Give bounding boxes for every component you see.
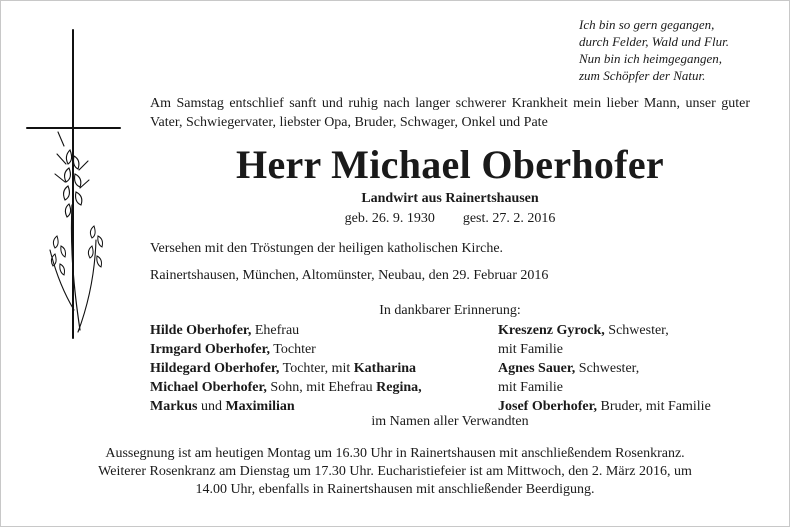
service-line: Aussegnung ist am heutigen Montag um 16.30 Uhr in Rainertshausen mit anschließendem Rosenkranz. — [105, 446, 685, 461]
mourner-name: Hilde Oberhofer, — [150, 323, 252, 338]
mourner-row — [150, 321, 490, 340]
mourner-row — [498, 321, 758, 340]
mourner-relation: und — [197, 399, 226, 414]
poem-line: zum Schöpfer der Natur. — [579, 68, 706, 83]
mourner-relation: Schwester, — [575, 361, 640, 376]
mourner-row — [150, 378, 490, 397]
mourner-relation: Ehefrau — [251, 323, 300, 338]
poem-line: Ich bin so gern gegangen, — [579, 17, 715, 32]
poem-line: durch Felder, Wald und Flur. — [579, 34, 729, 49]
place-date-line: Rainertshausen, München, Altomünster, Neubau, den 29. Februar 2016 — [150, 268, 549, 283]
deceased-name: Herr Michael Oberhofer — [236, 142, 664, 187]
mourner-name: Michael Oberhofer, — [150, 380, 267, 395]
gratitude-heading: In dankbarer Erinnerung: — [379, 303, 521, 318]
service-line: 14.00 Uhr, ebenfalls in Rainertshausen mit anschließender Beerdigung. — [195, 482, 595, 497]
poem — [579, 16, 779, 84]
mourner-relation: Tochter — [270, 342, 316, 357]
mourner-relation: mit Familie — [498, 342, 563, 357]
mourner-name: Markus — [150, 399, 198, 414]
mourner-name: Josef Oberhofer, — [498, 399, 598, 414]
mourner-name: Maximilian — [225, 399, 295, 414]
service-announcement — [30, 445, 760, 499]
mourners-left-column — [150, 321, 490, 416]
mourner-row — [498, 378, 758, 397]
deceased-occupation: Landwirt aus Rainertshausen — [361, 191, 539, 206]
mourner-row — [150, 359, 490, 378]
mourner-relation: mit Familie — [498, 380, 563, 395]
mourner-name: Irmgard Oberhofer, — [150, 342, 271, 357]
cross-wheat-icon — [0, 0, 140, 400]
mourner-row — [498, 340, 758, 359]
mourner-name: Hildegard Oberhofer, — [150, 361, 280, 376]
death-date: gest. 27. 2. 2016 — [462, 211, 556, 226]
mourner-name: Regina, — [376, 380, 422, 395]
birth-date: geb. 26. 9. 1930 — [344, 211, 435, 226]
mourner-row — [150, 340, 490, 359]
relatives-line: im Namen aller Verwandten — [371, 414, 529, 429]
poem-line: Nun bin ich heimgegangen, — [579, 51, 722, 66]
life-dates — [150, 209, 750, 228]
mourner-relation: Schwester, — [604, 323, 669, 338]
mourner-name: Katharina — [353, 361, 417, 376]
mourner-relation: Tochter, mit — [279, 361, 354, 376]
intro-text: Am Samstag entschlief sanft und ruhig nach langer schwerer Krankheit mein lieber Mann, unser guter Vater, Schwiegervater, liebster Opa, Bruder, Schwager, Onkel und Pate — [150, 96, 750, 130]
mourner-row — [498, 359, 758, 378]
service-line: Weiterer Rosenkranz am Dienstag um 17.30 Uhr. Eucharistiefeier ist am Mittwoch, den 2. März 2016, um — [98, 464, 692, 479]
mourner-relation: Sohn, mit Ehefrau — [266, 380, 377, 395]
mourners-right-column — [498, 321, 758, 416]
mourner-name: Agnes Sauer, — [498, 361, 576, 376]
sacrament-text: Versehen mit den Tröstungen der heiligen katholischen Kirche. — [150, 241, 504, 256]
mourner-name: Kreszenz Gyrock, — [498, 323, 605, 338]
mourner-relation: Bruder, mit Familie — [597, 399, 711, 414]
